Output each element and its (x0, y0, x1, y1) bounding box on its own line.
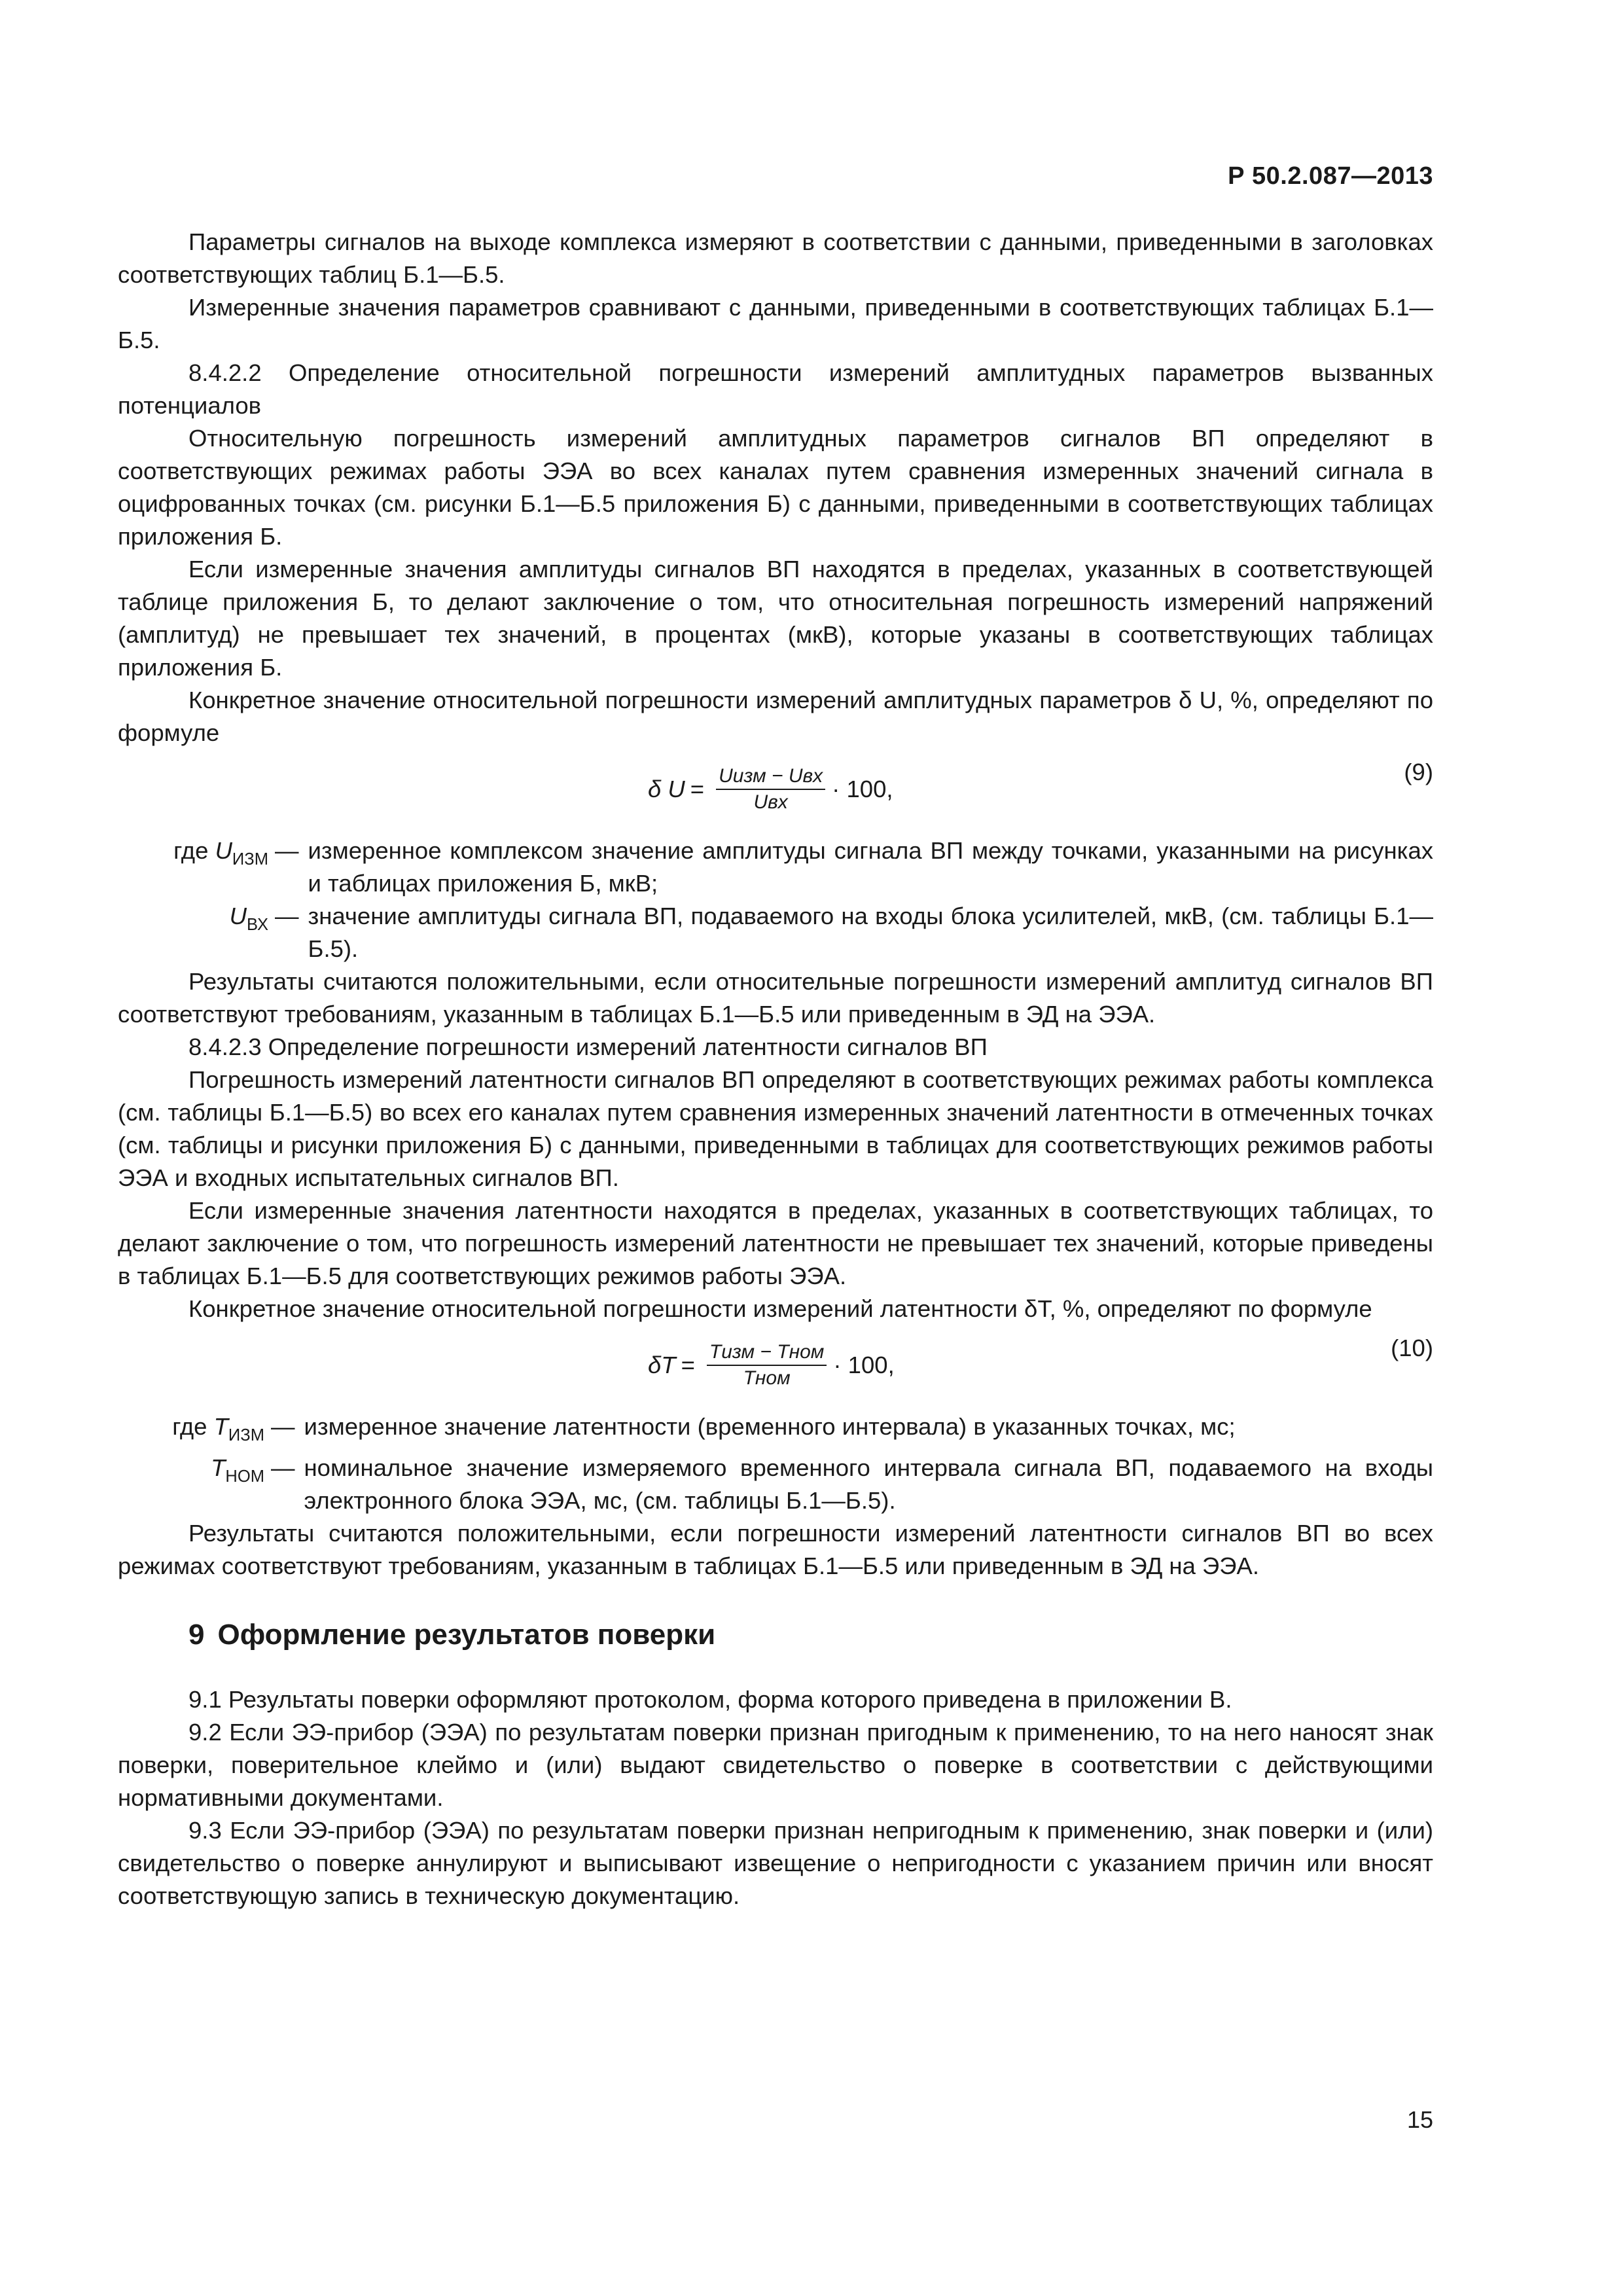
paragraph: Конкретное значение относительной погрешности измерений амплитудных параметров δ U, %, определяют по формуле (118, 687, 1433, 746)
formula-number: (9) (1404, 759, 1433, 785)
formula-10-legend (118, 1410, 1433, 1517)
legend-symbol: T (211, 1454, 226, 1481)
legend-term (118, 1410, 264, 1452)
page-number: 15 (1406, 2106, 1433, 2133)
legend-term (118, 900, 268, 965)
legend-description: измеренное комплексом значение амплитуды сигнала ВП между точками, указанными на рисунках и таблицах приложения Б, мкВ; (308, 837, 1433, 897)
paragraph: Результаты считаются положительными, если относительные погрешности измерений амплитуд сигналов ВП соответствуют требованиям, указанным в таблицах Б.1—Б.5 или приведенным в ЭД на ЭЭА. (118, 968, 1433, 1028)
legend-subscript: ИЗМ (228, 1426, 264, 1444)
formula-numerator: Uизм − Uвх (716, 764, 825, 790)
legend-dash: — (275, 837, 299, 864)
legend-row (118, 1452, 1433, 1517)
legend-subscript: ИЗМ (232, 850, 268, 869)
formula-denominator: Tном (743, 1367, 791, 1389)
legend-dash: — (275, 903, 299, 929)
paragraph: 9.2 Если ЭЭ-прибор (ЭЭА) по результатам поверки признан пригодным к применению, то на него наносят знак поверки, поверительное клеймо и (или) выдают свидетельство о поверке в соответствии с действующими нормативными документами. (118, 1718, 1433, 1811)
legend-row (118, 1410, 1433, 1452)
legend-term (118, 834, 268, 900)
legend-symbol: U (229, 903, 247, 929)
formula-fraction (716, 764, 825, 815)
formula-9-legend (118, 834, 1433, 965)
formula-lhs: δ U (648, 776, 685, 802)
paragraph: 8.4.2.3 Определение погрешности измерений латентности сигналов ВП (188, 1033, 988, 1060)
paragraph: Измеренные значения параметров сравнивают с данными, приведенными в соответствующих таблицах Б.1—Б.5. (118, 294, 1433, 353)
paragraph: Результаты считаются положительными, если погрешности измерений латентности сигналов ВП во всех режимах соответствуют требованиям, указанным в таблицах Б.1—Б.5 или приведенным в ЭД на ЭЭА. (118, 1519, 1433, 1579)
paragraph: 9.3 Если ЭЭ-прибор (ЭЭА) по результатам поверки признан непригодным к применению, знак поверки и (или) свидетельство о поверке аннулируют и выписывают извещение о непригодности с указанием причин или вносят соответствующую запись в техническую документацию. (118, 1816, 1433, 1909)
legend-prefix: где (172, 1413, 207, 1440)
legend-description: измеренное значение латентности (временного интервала) в указанных точках, мс; (304, 1413, 1236, 1440)
section-heading (188, 1617, 1433, 1653)
formula-tail: · 100, (833, 1352, 895, 1378)
legend-subscript: НОМ (225, 1467, 264, 1486)
legend-symbol: U (215, 837, 232, 864)
formula-9 (118, 753, 1433, 825)
formula-equals: = (681, 1352, 695, 1378)
paragraph: Относительную погрешность измерений амплитудных параметров сигналов ВП определяют в соответствующих режимах работы ЭЭА во всех каналах путем сравнения измеренных значений сигнала в оцифрованных точках (см. рисунки Б.1—Б.5 приложения Б) с данными, приведенными в соответствующих таблицах приложения Б. (118, 425, 1433, 550)
formula-number: (10) (1391, 1335, 1433, 1361)
document-code: Р 50.2.087—2013 (1228, 162, 1433, 190)
paragraph: 8.4.2.2 Определение относительной погрешности измерений амплитудных параметров вызванных потенциалов (118, 359, 1433, 419)
paragraph: Конкретное значение относительной погрешности измерений латентности δT, %, определяют по формуле (188, 1295, 1372, 1322)
section-number: 9 (188, 1618, 205, 1651)
body-text (118, 226, 1433, 1912)
formula-10 (118, 1329, 1433, 1401)
legend-term (118, 1452, 264, 1517)
legend-prefix: где (173, 837, 209, 864)
section-title: Оформление результатов поверки (217, 1618, 716, 1651)
formula-lhs: δT (648, 1352, 676, 1378)
legend-description: значение амплитуды сигнала ВП, подаваемого на входы блока усилителей, мкВ, (см. таблицы Б.1—Б.5). (308, 903, 1433, 962)
legend-row (118, 900, 1433, 965)
paragraph: 9.1 Результаты поверки оформляют протоколом, форма которого приведена в приложении В. (188, 1685, 1232, 1713)
legend-description: номинальное значение измеряемого временного интервала сигнала ВП, подаваемого на входы электронного блока ЭЭА, мс, (см. таблицы Б.1—Б.5). (304, 1454, 1433, 1514)
legend-dash: — (271, 1413, 295, 1440)
formula-fraction (707, 1340, 827, 1391)
paragraph: Параметры сигналов на выходе комплекса измеряют в соответствии с данными, приведенными в заголовках соответствующих таблиц Б.1—Б.5. (118, 228, 1433, 288)
legend-dash: — (271, 1454, 295, 1481)
paragraph: Погрешность измерений латентности сигналов ВП определяют в соответствующих режимах работы комплекса (см. таблицы Б.1—Б.5) во всех его каналах путем сравнения измеренных значений латентности в отмеченных точках (см. таблицы и рисунки приложения Б) с данными, приведенными в таблицах для соответствующих режимов работы ЭЭА и входных испытательных сигналов ВП. (118, 1066, 1433, 1191)
formula-denominator: Uвх (753, 791, 788, 813)
formula-numerator: Tизм − Tном (707, 1340, 827, 1366)
formula-equals: = (690, 776, 705, 802)
paragraph: Если измеренные значения латентности находятся в пределах, указанных в соответствующих таблицах, то делают заключение о том, что погрешность измерений латентности не превышает тех значений, которые приведены в таблицах Б.1—Б.5 для соответствующих режимов работы ЭЭА. (118, 1197, 1433, 1289)
legend-subscript: ВХ (247, 915, 268, 934)
formula-tail: · 100, (832, 776, 893, 802)
legend-symbol: T (213, 1413, 228, 1440)
legend-row (118, 834, 1433, 900)
paragraph: Если измеренные значения амплитуды сигналов ВП находятся в пределах, указанных в соответствующей таблице приложения Б, то делают заключение о том, что относительная погрешность измерений напряжений (амплитуд) не превышает тех значений, в процентах (мкВ), которые указаны в соответствующих таблицах приложения Б. (118, 556, 1433, 681)
